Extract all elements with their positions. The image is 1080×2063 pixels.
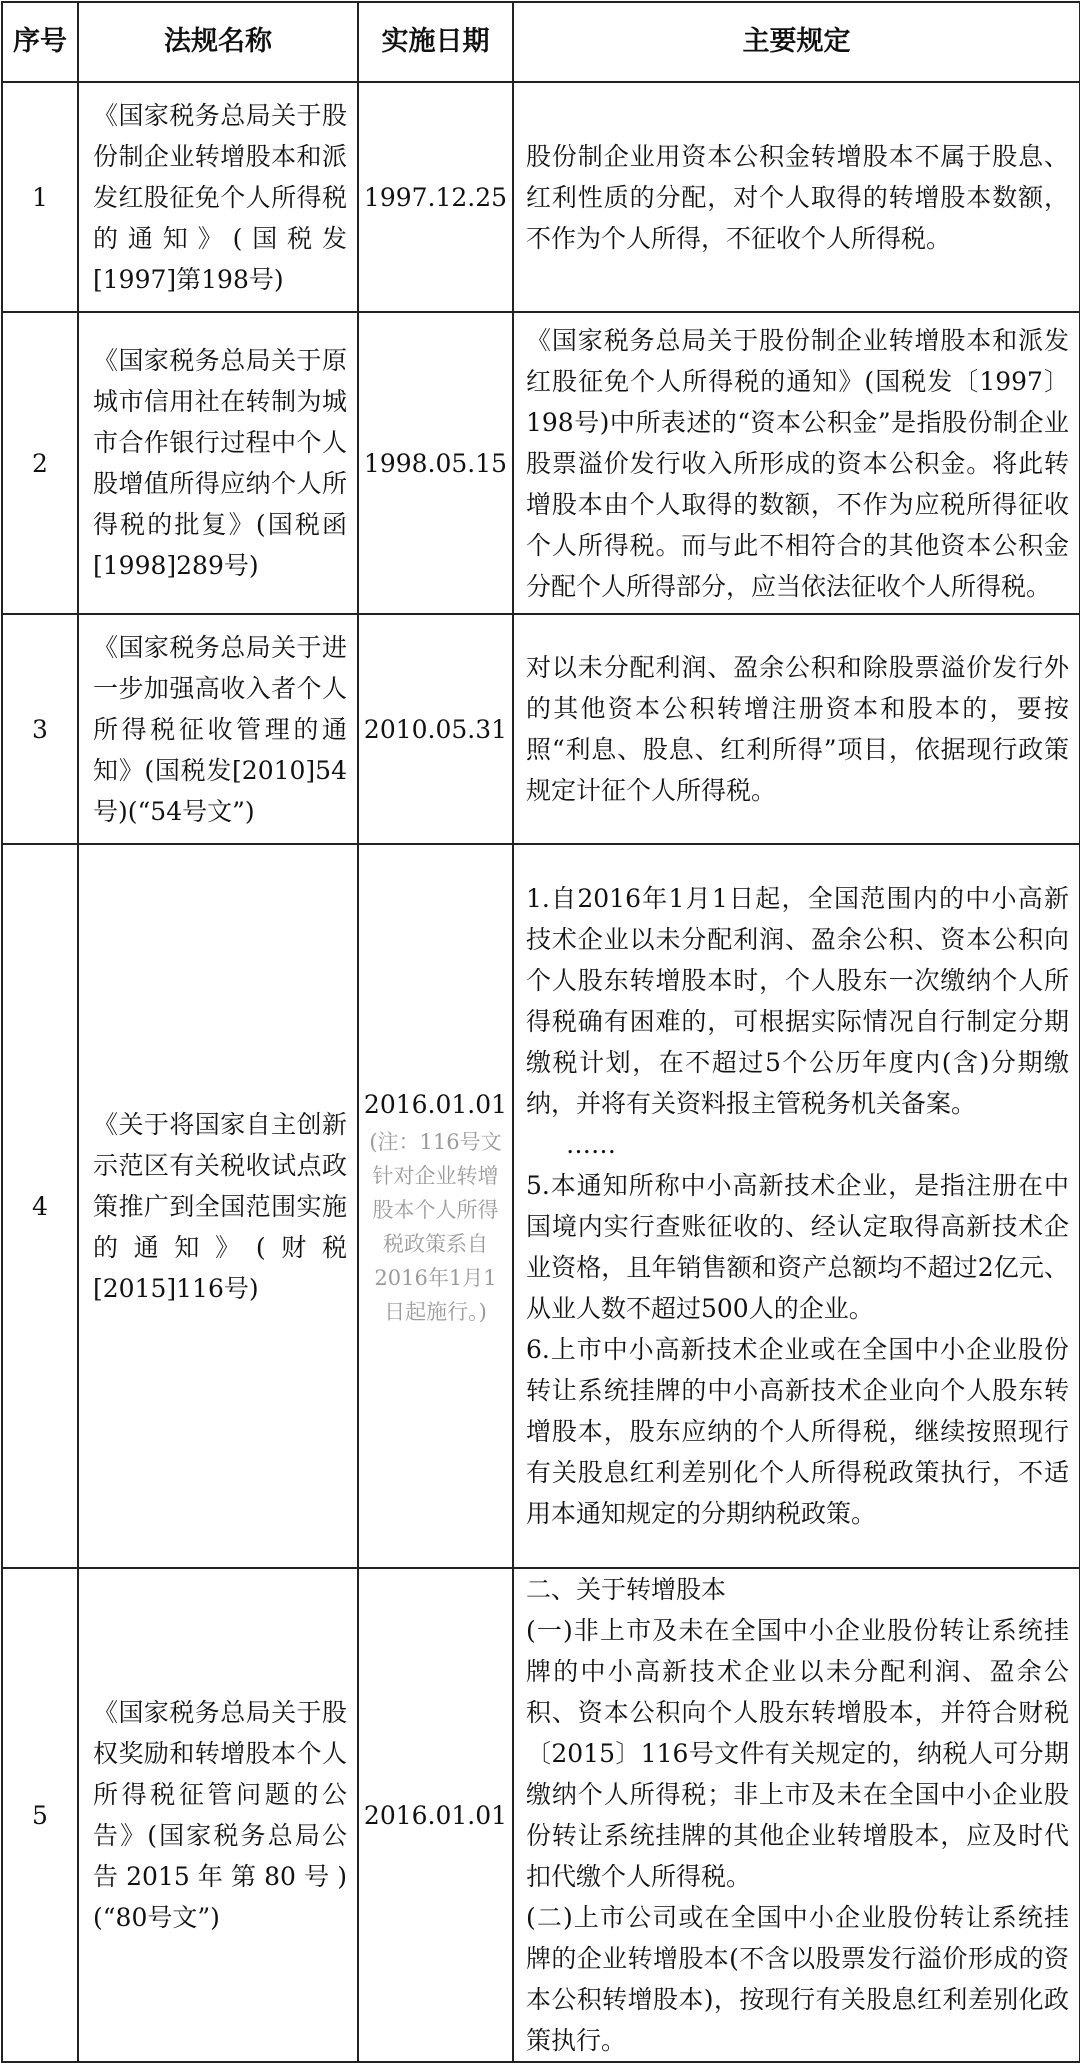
regulation-name-cell: 《国家税务总局关于股份制企业转增股本和派发红股征免个人所得税的通知》(国税发[1997]第198号) [78,82,358,312]
effective-date-cell: 2010.05.31 [358,614,513,844]
header-rule: 主要规定 [513,2,1080,82]
table-row [2,614,1080,844]
provision-paragraph: (二)上市公司或在全国中小企业股份转让系统挂牌的企业转增股本(不含以股票发行溢价形成的资本公积转增股本)，按现行有关股息红利差别化政策执行。 [526,1903,1069,2055]
main-provision-cell: 股份制企业用资本公积金转增股本不属于股息、红利性质的分配，对个人取得的转增股本数额，不作为个人所得，不征收个人所得税。 [513,82,1080,312]
provision-paragraph: (一)非上市及未在全国中小企业股份转让系统挂牌的中小高新技术企业以未分配利润、盈余公积、资本公积向个人股东转增股本，并符合财税〔2015〕116号文件有关规定的，纳税人可分期缴纳个人所得税；非上市及未在全国中小企业股份转让系统挂牌的其他企业转增股本，应及时代扣代缴个人所得税。 [526,1616,1069,1891]
main-provision-cell: 对以未分配利润、盈余公积和除股票溢价发行外的其他资本公积转增注册资本和股本的，要按照“利息、股息、红利所得”项目，依据现行政策规定计征个人所得税。 [513,614,1080,844]
provision-paragraph: 6.上市中小高新技术企业或在全国中小企业股份转让系统挂牌的中小高新技术企业向个人股东转增股本，股东应纳的个人所得税，继续按照现行有关股息红利差别化个人所得税政策执行，不适用本通知规定的分期纳税政策。 [526,1335,1069,1528]
effective-date: 2016.01.01 [363,1089,508,1119]
table-header-row [2,2,1080,82]
table-row [2,1568,1080,2062]
seq-cell: 5 [2,1568,78,2062]
provision-paragraph: 5.本通知所称中小高新技术企业，是指注册在中国境内实行查账征收的、经认定取得高新技术企业资格，且年销售额和资产总额均不超过2亿元、从业人数不超过500人的企业。 [526,1171,1069,1323]
main-provision-cell: 《国家税务总局关于股份制企业转增股本和派发红股征免个人所得税的通知》(国税发〔1997〕198号)中所表述的“资本公积金”是指股份制企业股票溢价发行收入所形成的资本公积金。将此转增股本由个人取得的数额，不作为应税所得征收个人所得税。而与此不相符合的其他资本公积金分配个人所得部分，应当依法征收个人所得税。 [513,312,1080,614]
ellipsis: …… [566,1130,616,1159]
regulation-name-cell: 《国家税务总局关于原城市信用社在转制为城市合作银行过程中个人股增值所得应纳个人所得税的批复》(国税函[1998]289号) [78,312,358,614]
seq-cell: 2 [2,312,78,614]
header-seq: 序号 [2,2,78,82]
regulation-name-cell: 《国家税务总局关于进一步加强高收入者个人所得税征收管理的通知》(国税发[2010]54号)(“54号文”) [78,614,358,844]
seq-cell: 1 [2,82,78,312]
regulation-name-cell: 《关于将国家自主创新示范区有关税收试点政策推广到全国范围实施的通知》(财税[2015]116号) [78,844,358,1568]
effective-date-cell: 1998.05.15 [358,312,513,614]
regulations-table [1,1,1080,2063]
provision-paragraph: 1.自2016年1月1日起，全国范围内的中小高新技术企业以未分配利润、盈余公积、资本公积向个人股东转增股本时，个人股东一次缴纳个人所得税确有困难的，可根据实际情况自行制定分期缴税计划，在不超过5个公历年度内(含)分期缴纳，并将有关资料报主管税务机关备案。 [526,884,1069,1118]
effective-date-cell: 2016.01.01 [358,1568,513,2062]
table-row [2,312,1080,614]
effective-date-cell: 1997.12.25 [358,82,513,312]
effective-date-cell [358,844,513,1568]
main-provision-cell [513,844,1080,1568]
header-name: 法规名称 [78,2,358,82]
regulation-name-cell: 《国家税务总局关于股权奖励和转增股本个人所得税征管问题的公告》(国家税务总局公告2015年第80号)(“80号文”) [78,1568,358,2062]
date-note: (注：116号文针对企业转增股本个人所得税政策系自2016年1月1日起施行。) [369,1129,502,1324]
main-provision-cell [513,1568,1080,2062]
seq-cell: 4 [2,844,78,1568]
header-date: 实施日期 [358,2,513,82]
seq-cell: 3 [2,614,78,844]
table-row [2,844,1080,1568]
provision-heading: 二、关于转增股本 [526,1575,727,1604]
table-row [2,82,1080,312]
